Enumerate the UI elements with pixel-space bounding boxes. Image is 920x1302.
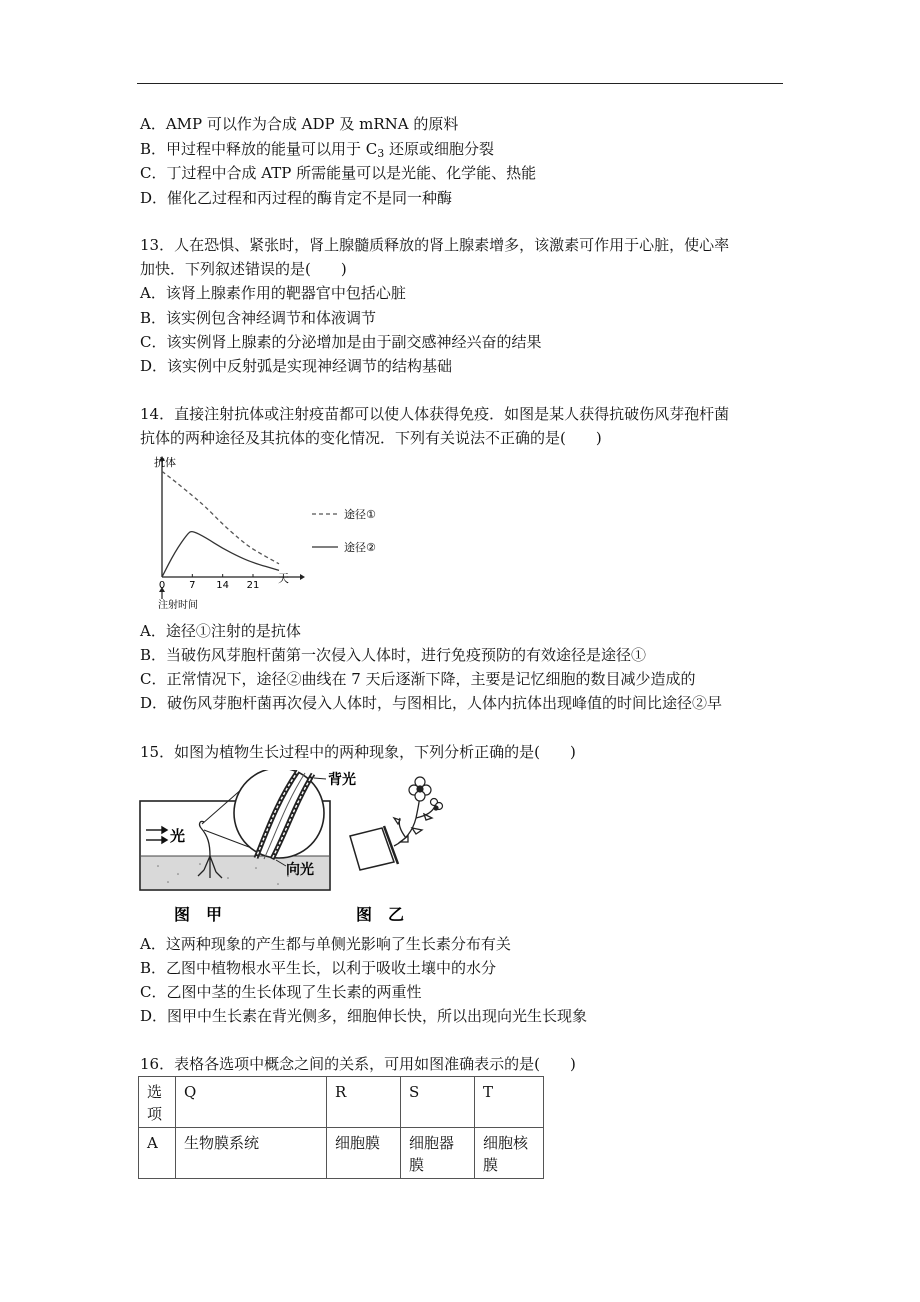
table-header-cell: R xyxy=(327,1077,401,1128)
q12-option-c: C．丁过程中合成 ATP 所需能量可以是光能、化学能、热能 xyxy=(140,164,537,182)
legend-solid-label: 途径② xyxy=(344,541,376,554)
q13-stem-line1: 13．人在恐惧、紧张时，肾上腺髓质释放的肾上腺素增多，该激素可作用于心脏，使心率 xyxy=(140,236,730,254)
table-cell: 细胞核膜 xyxy=(475,1128,544,1179)
table-cell: 细胞膜 xyxy=(327,1128,401,1179)
q14-option-c: C．正常情况下，途径②曲线在 7 天后逐渐下降，主要是记忆细胞的数目减少造成的 xyxy=(140,670,696,688)
x-tick-label: 0 xyxy=(158,580,166,591)
q15-option-d: D．图甲中生长素在背光侧多，细胞伸长快，所以出现向光生长现象 xyxy=(140,1007,588,1025)
table-row xyxy=(139,1128,544,1179)
chart-legend xyxy=(308,500,388,560)
back-light-label: 背光 xyxy=(328,772,356,788)
legend-dashed-label: 途径① xyxy=(344,508,376,521)
chart-x-unit: 天 xyxy=(278,572,289,585)
figure-jia xyxy=(140,770,356,924)
flower-pot-icon xyxy=(350,826,398,870)
q12-option-a: A．AMP 可以作为合成 ADP 及 mRNA 的原料 xyxy=(140,115,459,133)
q12-option-d: D．催化乙过程和丙过程的酶肯定不是同一种酶 xyxy=(140,189,453,207)
q13-option-c: C．该实例肾上腺素的分泌增加是由于副交感神经兴奋的结果 xyxy=(140,333,542,351)
q15-option-c: C．乙图中茎的生长体现了生长素的两重性 xyxy=(140,983,422,1001)
figure-jia-label: 图 甲 xyxy=(174,905,223,924)
q15-option-a: A．这两种现象的产生都与单侧光影响了生长素分布有关 xyxy=(140,935,511,953)
q14-option-b: B．当破伤风芽胞杆菌第一次侵入人体时，进行免疫预防的有效途径是途径① xyxy=(140,646,647,664)
toward-light-label: 向光 xyxy=(286,862,314,878)
q12-option-b: B．甲过程中释放的能量可以用于 $C_3$ 还原或细胞分裂 xyxy=(140,140,495,160)
q16-stem: 16．表格各选项中概念之间的关系，可用如图准确表示的是( ) xyxy=(140,1055,576,1073)
table-cell: 生物膜系统 xyxy=(176,1128,327,1179)
q13-option-d: D．该实例中反射弧是实现神经调节的结构基础 xyxy=(140,357,453,375)
q13-option-a: A．该肾上腺素作用的靶器官中包括心脏 xyxy=(140,284,406,302)
flower-plant-icon xyxy=(394,792,434,846)
header-rule xyxy=(137,83,783,84)
q15-stem: 15．如图为植物生长过程中的两种现象，下列分析正确的是( ) xyxy=(140,743,576,761)
light-label: 光 xyxy=(170,827,186,845)
q14-stem-line1: 14．直接注射抗体或注射疫苗都可以使人体获得免疫．如图是某人获得抗破伤风芽孢杆菌 xyxy=(140,405,730,423)
phototropism-figure xyxy=(138,770,448,926)
chart-y-label: 抗体 xyxy=(154,456,176,469)
x-tick-label: 21 xyxy=(246,580,260,591)
q13-option-b: B．该实例包含神经调节和体液调节 xyxy=(140,309,377,327)
x-tick-label: 7 xyxy=(189,580,196,591)
series-line-1 xyxy=(162,471,279,563)
q14-option-d: D．破伤风芽胞杆菌再次侵入人体时，与图相比，人体内抗体出现峰值的时间比途径②早 xyxy=(140,694,723,712)
flower-icon xyxy=(409,777,443,810)
x-axis-arrow xyxy=(300,574,305,580)
table-header-cell: S xyxy=(401,1077,475,1128)
table-header-cell: 选项 xyxy=(139,1077,176,1128)
table-cell: 细胞器膜 xyxy=(401,1128,475,1179)
table-cell: A xyxy=(139,1128,176,1179)
q13-stem-line2: 加快．下列叙述错误的是( ) xyxy=(140,260,347,278)
q14-stem-line2: 抗体的两种途径及其抗体的变化情况．下列有关说法不正确的是( ) xyxy=(140,429,602,447)
figure-yi xyxy=(350,777,443,924)
q14-option-a: A．途径①注射的是抗体 xyxy=(140,622,301,640)
injection-time-label: 注射时间 xyxy=(158,600,198,611)
q16-table xyxy=(138,1076,544,1179)
table-header-cell: Q xyxy=(176,1077,327,1128)
x-tick-label: 14 xyxy=(216,580,230,591)
table-header-cell: T xyxy=(475,1077,544,1128)
q15-option-b: B．乙图中植物根水平生长，以利于吸收土壤中的水分 xyxy=(140,959,497,977)
table-header-row xyxy=(139,1077,544,1128)
figure-yi-label: 图 乙 xyxy=(356,905,405,924)
series-line-2 xyxy=(162,532,279,577)
